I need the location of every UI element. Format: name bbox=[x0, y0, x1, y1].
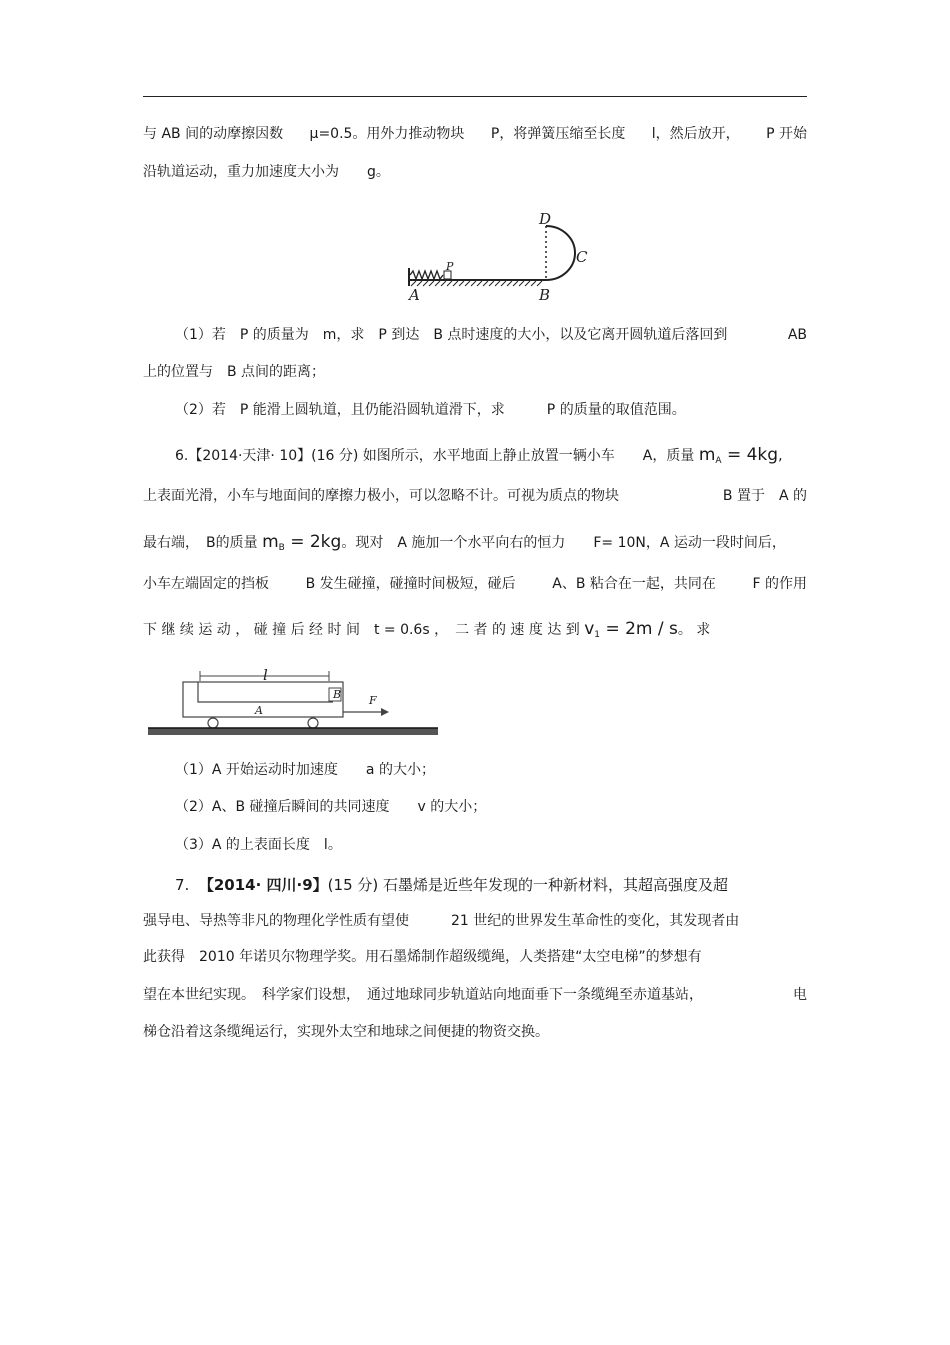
cart-figure bbox=[143, 662, 443, 742]
p5-line-2: 沿轨道运动，重力加速度大小为 g。 bbox=[143, 164, 390, 180]
spring bbox=[410, 271, 443, 279]
p6-q1: （1）A 开始运动时加速度 a 的大小； bbox=[175, 762, 435, 778]
track-figure bbox=[405, 210, 605, 306]
p6-line-4: 小车左端固定的挡板 B 发生碰撞，碰撞时间极短，碰后 A、B 粘合在一起，共同在 F 的作用 bbox=[143, 576, 807, 592]
wheel-right bbox=[308, 718, 318, 728]
label-l: l bbox=[263, 666, 268, 684]
p6-q2: （2）A、B 碰撞后瞬间的共同速度 v 的大小； bbox=[175, 799, 487, 815]
p5-q2: （2）若 P 能滑上圆轨道，且仍能沿圆轨道滑下，求 P 的质量的取值范围。 bbox=[175, 402, 686, 418]
p6-line-1: 6.【2014·天津· 10】(16 分) 如图所示，水平地面上静止放置一辆小车 A，质量 $m_A = 4kg$, bbox=[175, 445, 783, 466]
ground-hatch bbox=[411, 281, 542, 286]
p7-line-4: 望在本世纪实现。 科学家们设想， 通过地球同步轨道站向地面垂下一条缆绳至赤道基站， 电 bbox=[143, 987, 807, 1003]
p6-line-3: 最右端， B的质量 $m_B = 2kg$。现对 A 施加一个水平向右的恒力 F= 10N，A 运动一段时间后， bbox=[143, 532, 786, 553]
semicircle-track bbox=[546, 226, 575, 280]
p6-q3: （3）A 的上表面长度 l。 bbox=[175, 837, 342, 853]
p6-line-5: 下 继 续 运 动 ， 碰 撞 后 经 时 间 t = 0.6s ， 二 者 的 速 度 达 到 $v_1 = 2m / s$。 求 bbox=[143, 619, 711, 640]
p6-line-2: 上表面光滑，小车与地面间的摩擦力极小，可以忽略不计。可视为质点的物块 B 置于 A 的 bbox=[143, 488, 807, 504]
p5-q1-line-2: 上的位置与 B 点间的距离； bbox=[143, 364, 326, 380]
header-rule bbox=[143, 96, 807, 97]
label-a: A bbox=[409, 286, 420, 304]
label-d: D bbox=[539, 210, 552, 228]
label-b: B bbox=[539, 286, 551, 304]
p5-q1-line-1: （1）若 P 的质量为 m，求 P 到达 B 点时速度的大小，以及它离开圆轨道后落回到 AB bbox=[175, 327, 807, 343]
p7-line-3: 此获得 2010 年诺贝尔物理学奖。用石墨烯制作超级缆绳，人类搭建“太空电梯”的梦想有 bbox=[143, 949, 702, 965]
cart-surface bbox=[198, 682, 333, 702]
cart-a bbox=[183, 682, 343, 717]
p5-line-1: 与 AB 间的动摩擦因数 μ=0.5。用外力推动物块 P，将弹簧压缩至长度 l，然后放开， P 开始 bbox=[143, 126, 807, 142]
label-p: P bbox=[446, 260, 454, 273]
mass-b: $m_B = 2kg$ bbox=[262, 532, 342, 553]
wheel-left bbox=[208, 718, 218, 728]
velocity-v1: $v_1 = 2m / s$ bbox=[584, 619, 678, 640]
p7-line-5: 梯仓沿着这条缆绳运行，实现外太空和地球之间便捷的物资交换。 bbox=[143, 1024, 549, 1040]
label-a: A bbox=[255, 704, 263, 717]
p7-line-1: 7. 【2014· 四川·9】(15 分) 石墨烯是近些年发现的一种新材料，其超高强度及超 bbox=[175, 876, 729, 894]
mass-a: $m_A = 4kg$ bbox=[698, 445, 779, 466]
label-b: B bbox=[333, 688, 342, 701]
p7-line-2: 强导电、导热等非凡的物理化学性质有望使 21 世纪的世界发生革命性的变化，其发现者由 bbox=[143, 913, 740, 929]
ground bbox=[148, 728, 438, 735]
label-c: C bbox=[576, 248, 588, 266]
label-f: F bbox=[369, 694, 377, 707]
